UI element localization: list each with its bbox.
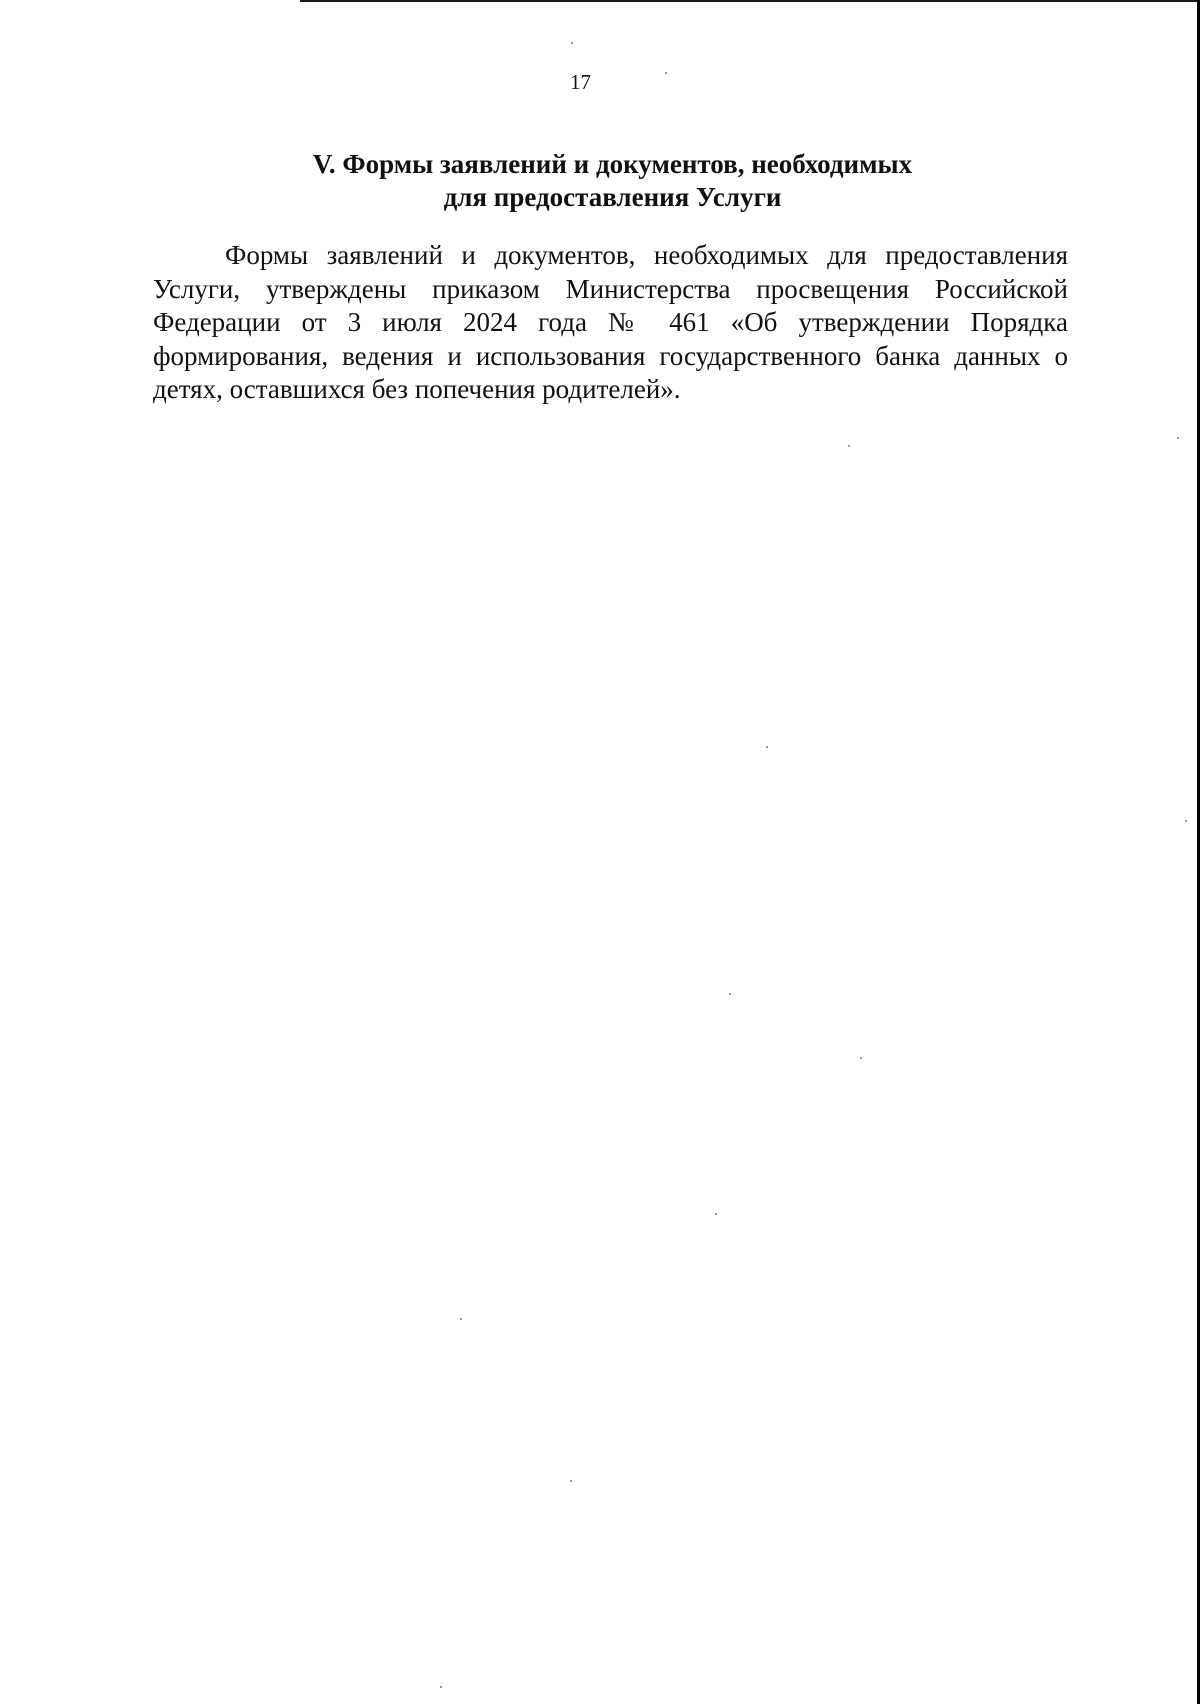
section-heading-line-1: V. Формы заявлений и документов, необходимых [312,149,913,179]
scan-speck [460,1318,462,1320]
scan-speck [570,1480,572,1482]
scan-speck [440,1686,442,1688]
section-heading-line-2: для предоставления Услуги [443,182,782,212]
page-number: 17 [570,70,591,94]
body-paragraph: Формы заявлений и документов, необходимых для предоставления Услуги, утверждены приказом Министерства просвещения Российской Федерации от 3 июля 2024 года № 461 «Об утверждении Порядка формирования, ведения и использования государственного банка данных о детях, оставшихся без попечения родителей». [153,240,1068,404]
scan-speck [860,1057,862,1059]
scan-speck [665,72,667,74]
scan-speck [1185,820,1187,822]
scan-speck [715,1213,717,1215]
scan-speck [729,993,731,995]
scan-speck [1177,437,1179,439]
section-heading [150,148,1075,214]
scan-speck [848,445,850,447]
scan-speck [766,746,768,748]
scan-edge-top [300,0,1200,2]
scan-speck [571,42,573,44]
